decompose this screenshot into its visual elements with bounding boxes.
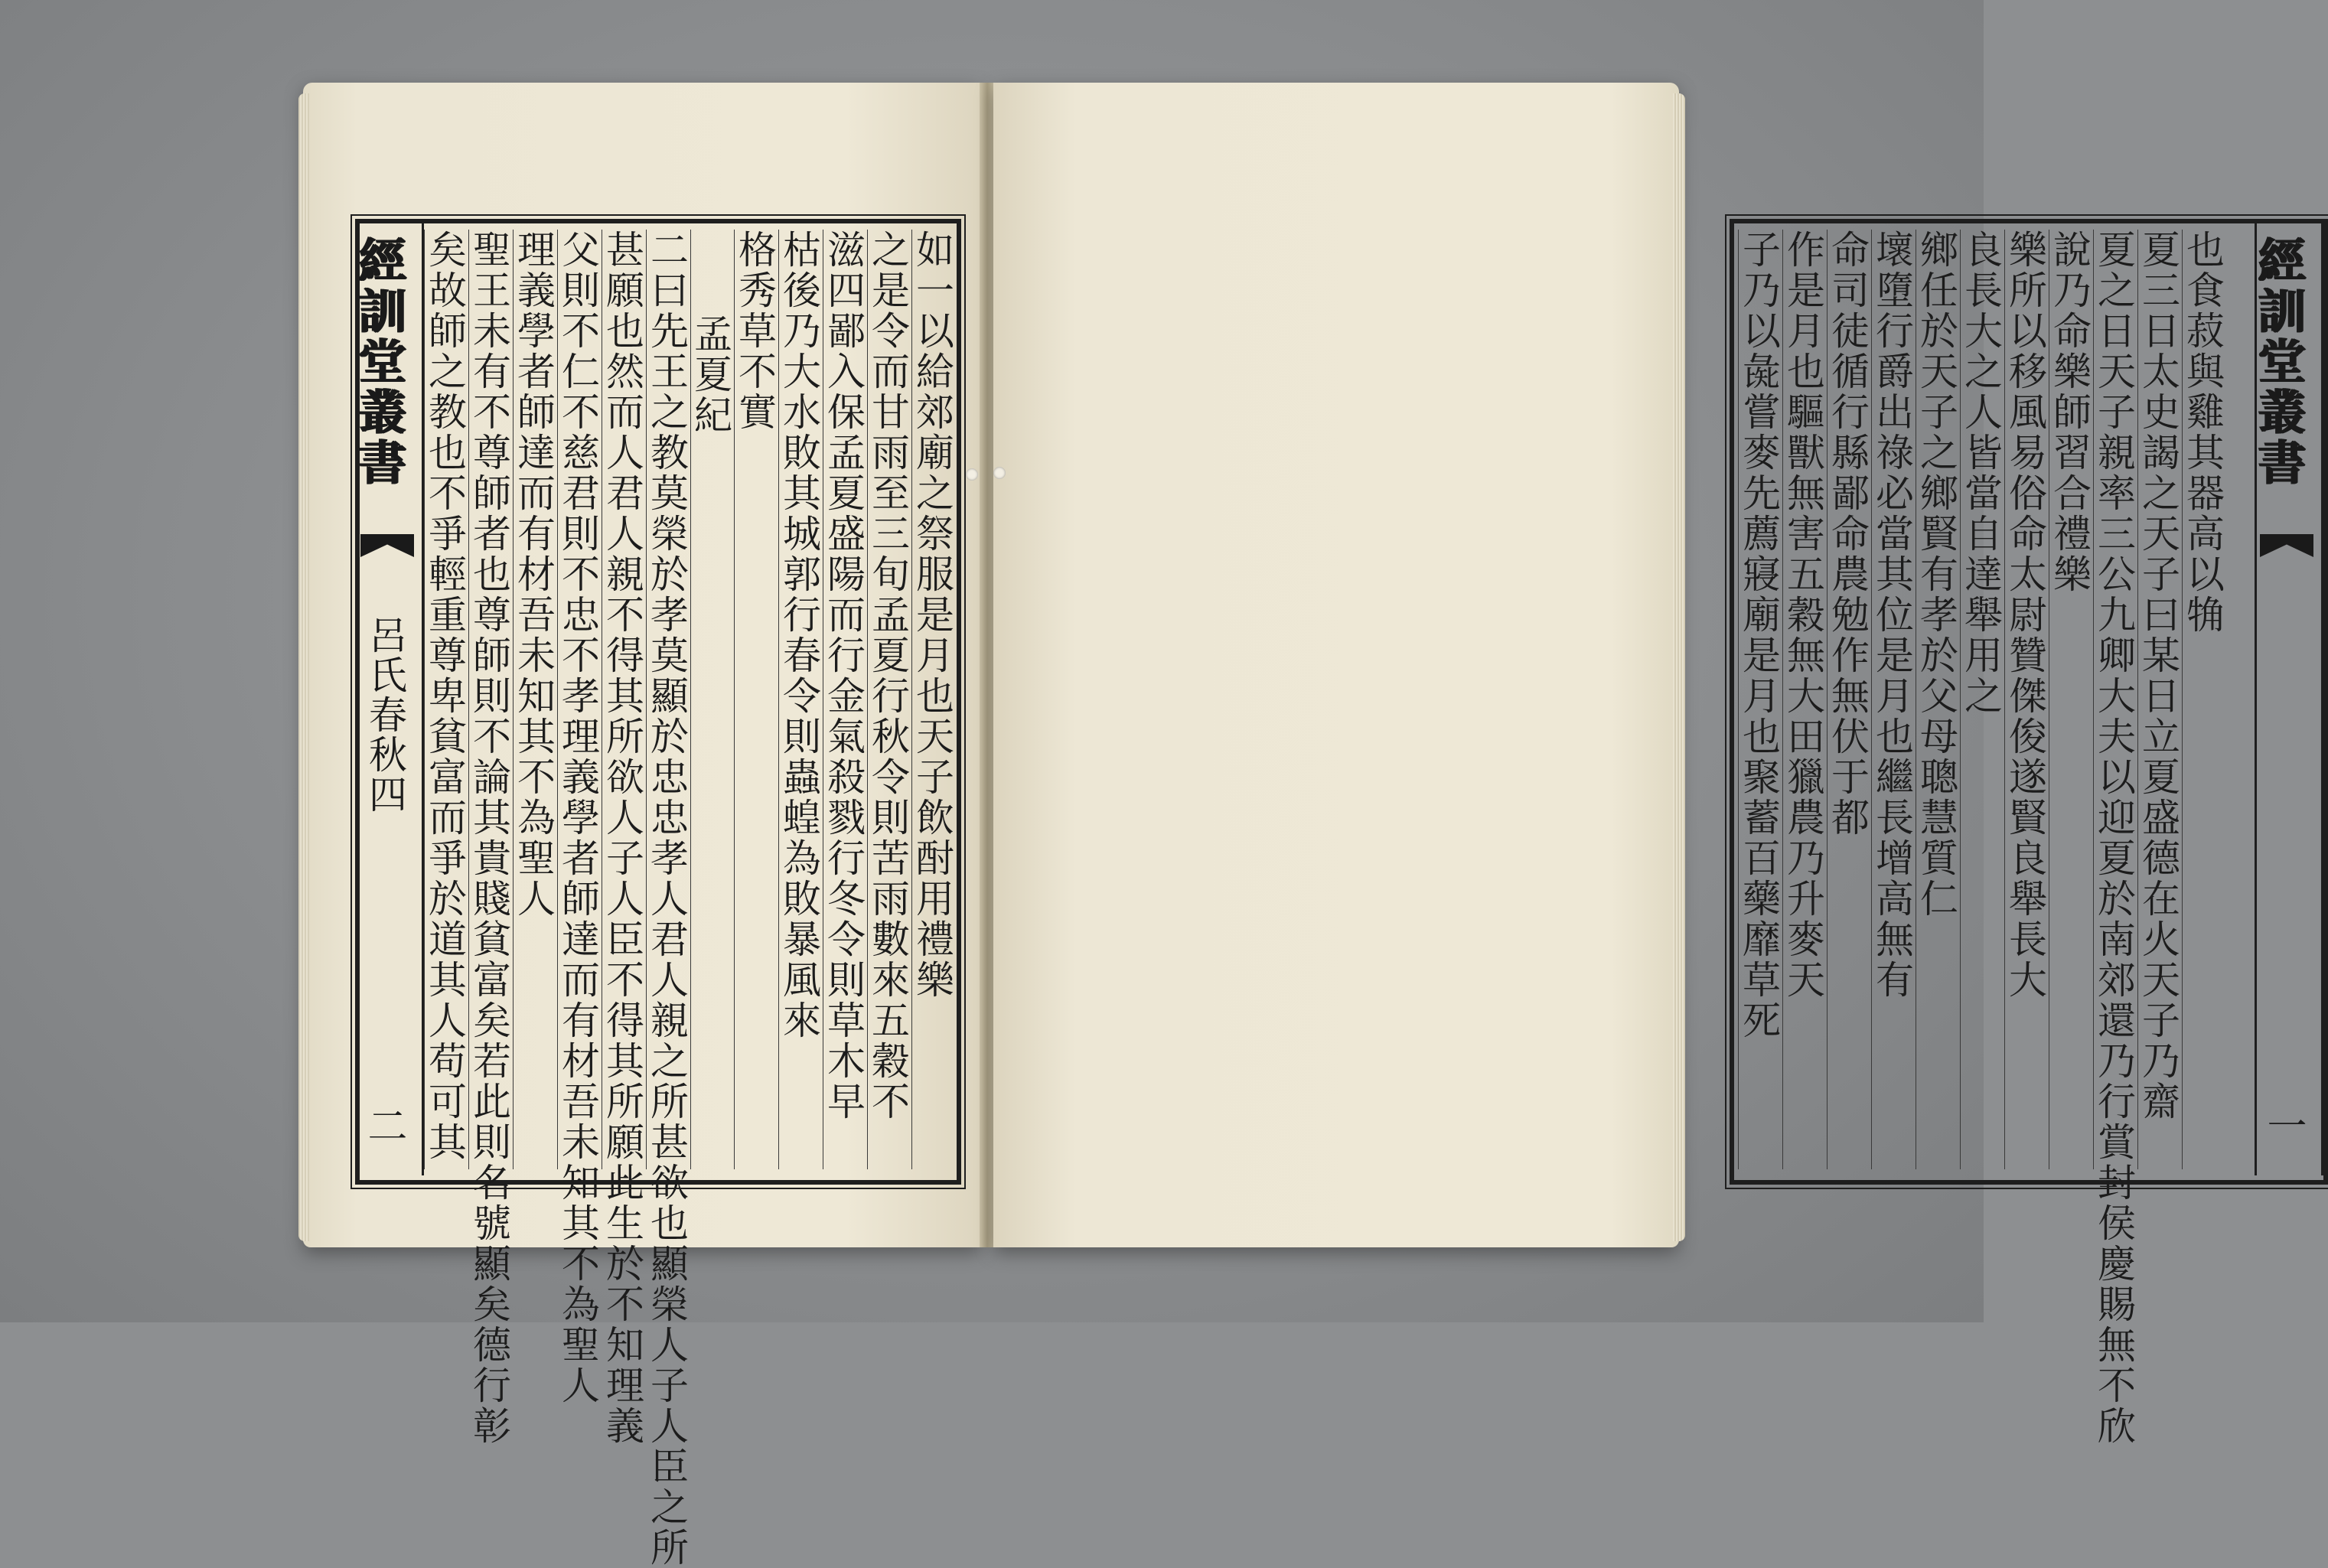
text-column: 二曰先王之教莫榮於孝莫顯於忠忠孝人君人親之所甚欲也顯榮人子人臣之所 (644, 230, 689, 1568)
left-text-columns (422, 230, 954, 1568)
text-column: 格秀草不實 (734, 230, 774, 1169)
text-column: 父則不仁不慈君則不忠不孝理義學者師達而有材吾未知其不為聖人 (556, 230, 600, 1406)
text-column: 也食菽與雞其器高以觕 (2182, 230, 2222, 1169)
left-page-edges (298, 93, 309, 1241)
text-column: 之是令而甘雨至三旬孟夏行秋令則苦雨數來五穀不 (867, 230, 908, 1169)
right-page (993, 83, 2306, 1446)
work-title: 呂氏春秋四 (363, 615, 407, 814)
series-title: 經訓堂叢書 (351, 236, 406, 488)
left-title-strip (351, 219, 424, 1175)
section-heading: 孟夏紀 (690, 230, 730, 1169)
text-column: 壞墮行爵出祿必當其位是月也繼長增高無有 (1871, 230, 1912, 1169)
text-column: 理義學者師達而有材吾未知其不為聖人 (513, 230, 553, 1169)
book-gutter (980, 83, 995, 1247)
text-column: 說乃命樂師習合禮樂 (2049, 230, 2089, 1169)
left-text-frame (351, 219, 961, 1568)
right-text-columns (1736, 230, 2225, 1446)
text-column: 良長大之人皆當自達舉用之 (1960, 230, 2000, 1169)
binding-hole-icon (993, 467, 1006, 479)
text-column: 子乃以彘嘗麥先薦寢廟是月也聚蓄百藥靡草死 (1738, 230, 1779, 1169)
text-column: 聖王未有不尊師者也尊師則不論其貴賤貧富矣若此則名號顯矣德行彰 (467, 230, 511, 1446)
binding-thread-holes (966, 464, 1012, 487)
left-page (303, 83, 981, 1568)
binding-hole-icon (966, 468, 978, 481)
text-column: 鄉任於天子之鄉賢有孝於父母聰慧質仁 (1916, 230, 1956, 1169)
right-page-edges (1673, 93, 1685, 1241)
right-text-frame (1730, 219, 2328, 1446)
text-column: 夏之日天子親率三公九卿大夫以迎夏於南郊還乃行賞封侯慶賜無不欣 (2092, 230, 2136, 1446)
text-column: 命司徒循行縣鄙命農勉作無伏于都 (1827, 230, 1867, 1169)
text-column: 樂所以移風易俗命太尉贊傑俊遂賢良舉長大 (2004, 230, 2045, 1169)
text-column: 甚願也然而人君人親不得其所欲人子人臣不得其所願此生於不知理義 (600, 230, 644, 1446)
fishtail-ornament-icon (360, 534, 414, 557)
open-book (303, 83, 2306, 1568)
series-title: 經訓堂叢書 (2250, 236, 2306, 488)
page-number: 一 (2260, 1105, 2306, 1145)
text-column: 如一以給郊廟之祭服是月也天子飲酎用禮樂 (911, 230, 952, 1169)
fishtail-ornament-icon (2260, 534, 2313, 557)
text-column: 夏三日太史謁之天子曰某日立夏盛德在火天子乃齋 (2137, 230, 2178, 1169)
text-column: 作是月也驅獸無害五穀無大田獵農乃升麥天 (1782, 230, 1823, 1169)
text-column: 矣故師之教也不爭輕重尊卑貧富而爭於道其人苟可其 (424, 230, 465, 1169)
right-title-strip (2250, 219, 2323, 1175)
text-column: 滋四鄙入保孟夏盛陽而行金氣殺戮行冬令則草木早 (823, 230, 863, 1169)
page-number: 二 (360, 1105, 406, 1145)
text-column: 枯後乃大水敗其城郭行春令則蟲蝗為敗暴風來 (778, 230, 819, 1169)
